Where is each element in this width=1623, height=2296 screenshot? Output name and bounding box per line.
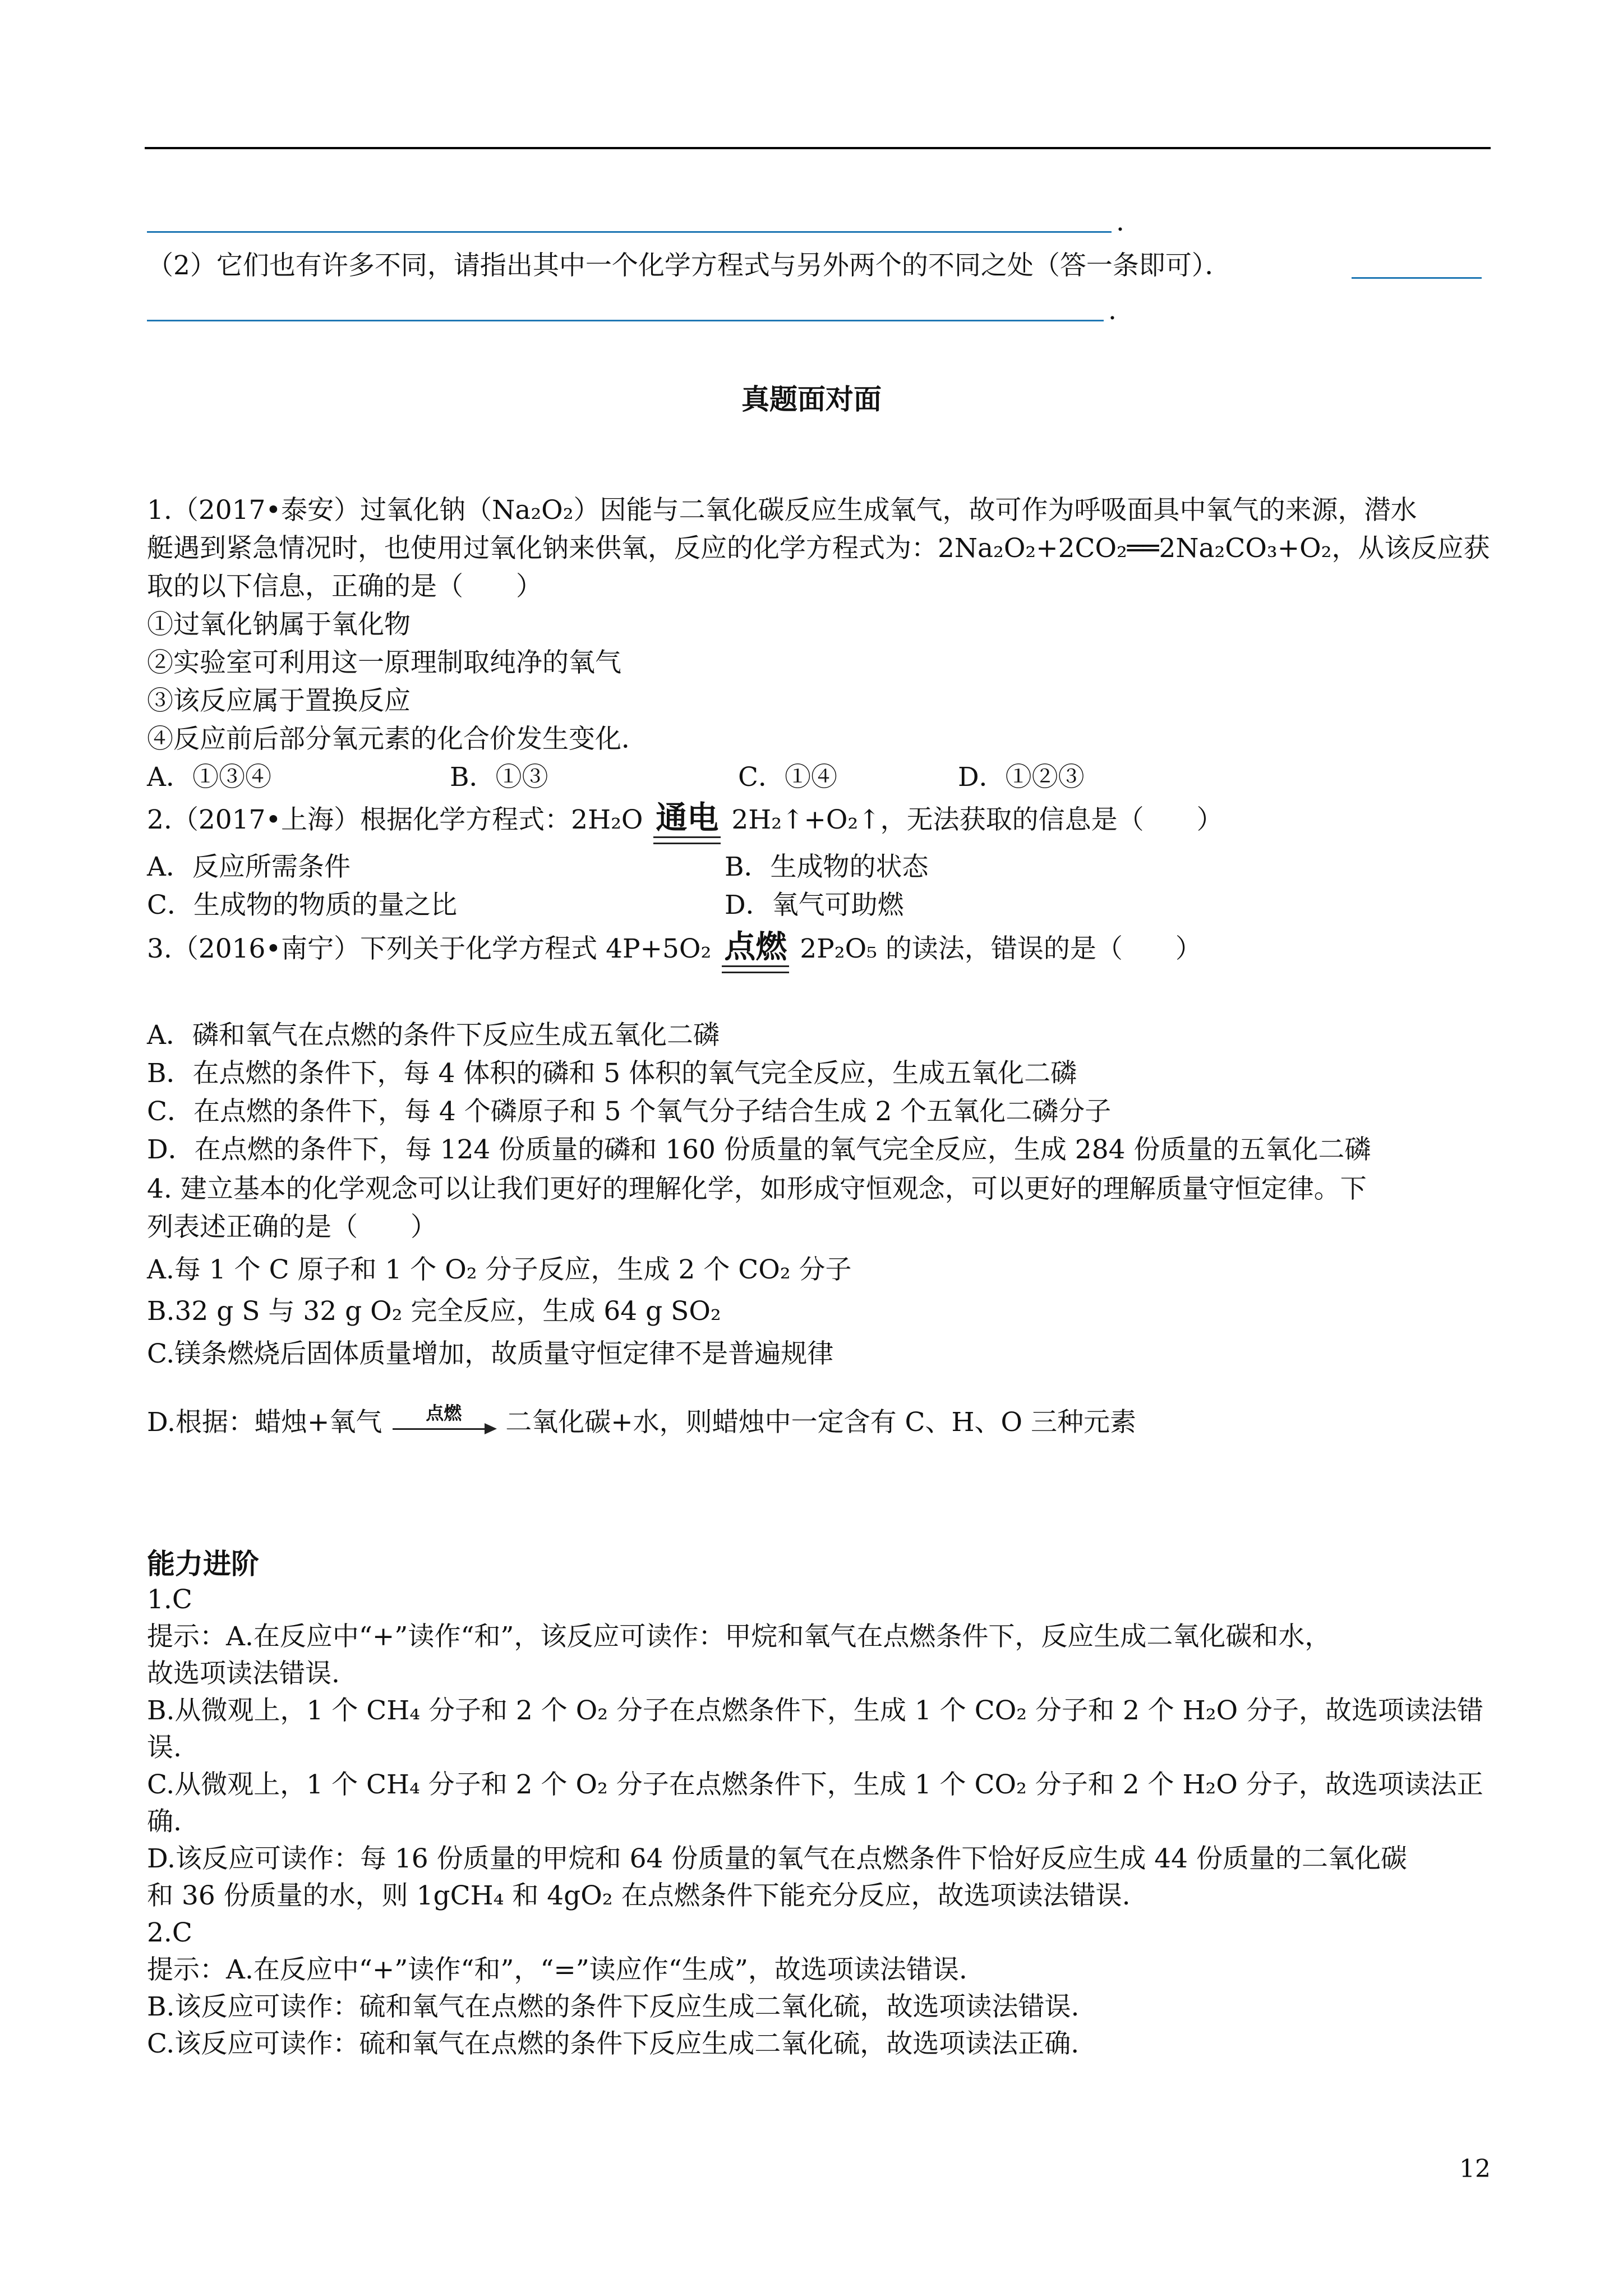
- q2-stem: [147, 795, 1223, 841]
- q3-option-c[interactable]: C．在点燃的条件下，每 4 个磷原子和 5 个氧气分子结合生成 2 个五氧化二磷分子: [147, 1096, 1112, 1127]
- q1-option-b[interactable]: B．①③: [450, 762, 548, 793]
- q4-option-a[interactable]: A.每 1 个 C 原子和 1 个 O₂ 分子反应，生成 2 个 CO₂ 分子: [147, 1254, 852, 1285]
- q3-stem-prefix: 3.（2016•南宁）下列关于化学方程式 4P+5O₂: [147, 933, 712, 964]
- q1-line-2: 艇遇到紧急情况时，也使用过氧化钠来供氧，反应的化学方程式为：2Na₂O₂+2CO₂══2Na₂CO₃+O₂，从该反应获: [147, 533, 1490, 564]
- answer-1-b-line-2: 误.: [147, 1732, 182, 1763]
- q1-statement-4: ④反应前后部分氧元素的化合价发生变化．: [147, 724, 648, 754]
- answer-1-d-line-2: 和 36 份质量的水，则 1gCH₄ 和 4gO₂ 在点燃条件下能充分反应，故选项读法错误.: [147, 1880, 1131, 1911]
- q1-line-3: 取的以下信息，正确的是（ ）: [147, 571, 542, 602]
- q2-option-b[interactable]: B．生成物的状态: [725, 852, 929, 882]
- q2-option-d[interactable]: D．氧气可助燃: [725, 890, 904, 921]
- q3-stem: [147, 924, 1202, 970]
- q4-option-c[interactable]: C.镁条燃烧后固体质量增加，故质量守恒定律不是普遍规律: [147, 1338, 834, 1369]
- period-mark: .: [1108, 295, 1117, 326]
- answers-heading: 能力进阶: [147, 1547, 259, 1580]
- answer-1-c-line-2: 确.: [147, 1806, 182, 1837]
- q2-stem-suffix: 2H₂↑+O₂↑，无法获取的信息是（ ）: [731, 804, 1223, 835]
- answer-1-d-line-1: D.该反应可读作：每 16 份质量的甲烷和 64 份质量的氧气在点燃条件下恰好反应生成 44 份质量的二氧化碳: [147, 1843, 1408, 1874]
- page-number: 12: [1459, 2155, 1491, 2183]
- reaction-condition-electrolysis: 通电: [651, 795, 723, 841]
- q4-option-d-prefix: D.根据：蜡烛+氧气: [147, 1407, 382, 1438]
- answer-blank-1[interactable]: [147, 197, 1112, 233]
- answer-1: 1.C: [147, 1584, 192, 1615]
- answer-1-c-line-1: C.从微观上，1 个 CH₄ 分子和 2 个 O₂ 分子在点燃条件下，生成 1 个 CO₂ 分子和 2 个 H₂O 分子，故选项读法正: [147, 1769, 1483, 1800]
- answer-2-c: C.该反应可读作：硫和氧气在点燃的条件下反应生成二氧化硫，故选项读法正确.: [147, 2028, 1080, 2059]
- q1-statement-2: ②实验室可利用这一原理制取纯净的氧气: [147, 647, 621, 678]
- q1-statement-1: ①过氧化钠属于氧化物: [147, 609, 411, 640]
- q4-line-1: 4. 建立基本的化学观念可以让我们更好的理解化学，如形成守恒观念，可以更好的理解质量守恒定律。下: [147, 1174, 1367, 1204]
- q3-option-b[interactable]: B．在点燃的条件下，每 4 体积的磷和 5 体积的氧气完全反应，生成五氧化二磷: [147, 1058, 1077, 1089]
- q1-option-d[interactable]: D．①②③: [958, 762, 1085, 793]
- period-mark: .: [1116, 206, 1124, 237]
- q4-option-d-suffix: 二氧化碳+水，则蜡烛中一定含有 C、H、O 三种元素: [505, 1407, 1136, 1438]
- reaction-arrow: [390, 1402, 497, 1438]
- q1-option-a[interactable]: A．①③④: [147, 762, 271, 793]
- q1-option-c[interactable]: C．①④: [738, 762, 837, 793]
- answer-blank-3[interactable]: [147, 286, 1104, 321]
- q2-part2-text: （2）它们也有许多不同，请指出其中一个化学方程式与另外两个的不同之处（答一条即可）．: [147, 250, 1232, 281]
- q1-line-1: 1.（2017•泰安）过氧化钠（Na₂O₂）因能与二氧化碳反应生成氧气，故可作为呼吸面具中氧气的来源，潜水: [147, 495, 1417, 526]
- arrow-condition-label: 点燃: [426, 1402, 462, 1424]
- q3-option-d[interactable]: D．在点燃的条件下，每 124 份质量的磷和 160 份质量的氧气完全反应，生成 284 份质量的五氧化二磷: [147, 1134, 1371, 1165]
- q4-option-d[interactable]: [147, 1404, 1136, 1442]
- header-rule: [145, 147, 1491, 149]
- answer-2-b: B.该反应可读作：硫和氧气在点燃的条件下反应生成二氧化硫，故选项读法错误.: [147, 1991, 1080, 2022]
- q2-stem-prefix: 2.（2017•上海）根据化学方程式：2H₂O: [147, 804, 643, 835]
- q4-line-2: 列表述正确的是（ ）: [147, 1212, 437, 1243]
- q2-option-a[interactable]: A．反应所需条件: [147, 852, 351, 882]
- q2-option-c[interactable]: C．生成物的物质的量之比: [147, 890, 457, 921]
- answer-1-b-line-1: B.从微观上，1 个 CH₄ 分子和 2 个 O₂ 分子在点燃条件下，生成 1 个 CO₂ 分子和 2 个 H₂O 分子，故选项读法错: [147, 1695, 1484, 1726]
- answer-1-hint-line-1: 提示：A.在反应中“+”读作“和”，该反应可读作：甲烷和氧气在点燃条件下，反应生成二氧化碳和水，: [147, 1621, 1331, 1652]
- answer-2-hint: 提示：A.在反应中“+”读作“和”，“=”读应作“生成”，故选项读法错误.: [147, 1954, 967, 1985]
- answer-1-hint-line-2: 故选项读法错误.: [147, 1658, 340, 1689]
- answer-2: 2.C: [147, 1917, 192, 1948]
- arrow-head-icon: [485, 1423, 497, 1434]
- reaction-condition-ignite: 点燃: [720, 924, 791, 970]
- arrow-shaft: [393, 1428, 489, 1430]
- q3-option-a[interactable]: A．磷和氧气在点燃的条件下反应生成五氧化二磷: [147, 1020, 720, 1051]
- q1-statement-3: ③该反应属于置换反应: [147, 685, 411, 716]
- q3-stem-suffix: 2P₂O₅ 的读法，错误的是（ ）: [800, 933, 1202, 964]
- q4-option-b[interactable]: B.32 g S 与 32 g O₂ 完全反应，生成 64 g SO₂: [147, 1296, 721, 1327]
- answer-blank-2[interactable]: [1352, 245, 1482, 279]
- section-title: 真题面对面: [741, 383, 882, 416]
